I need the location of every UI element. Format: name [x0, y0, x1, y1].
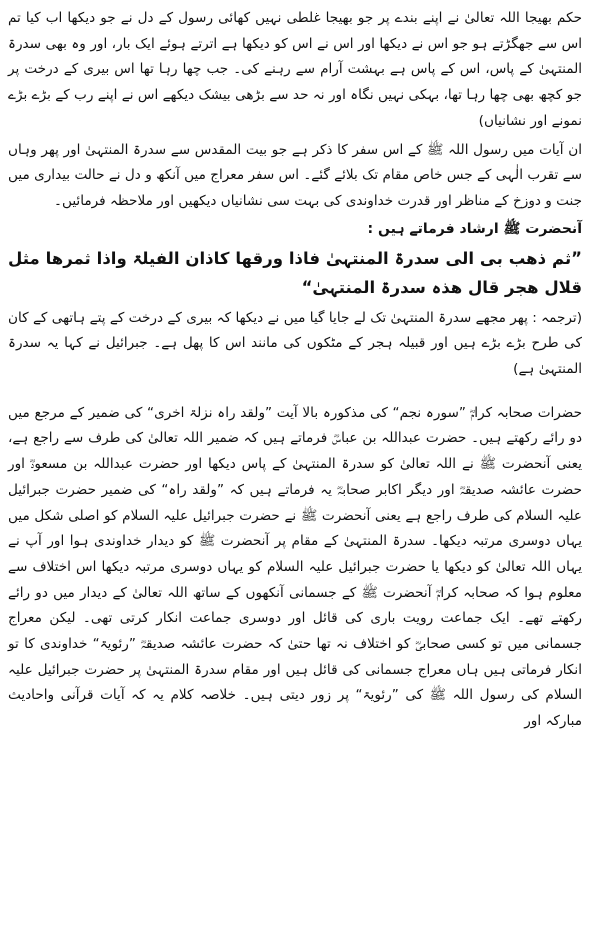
hadith-arabic-quote: ”ثم ذھب بی الی سدرۃ المنتہیٰ فاذا ورقھا کاذان الفیلۃ واذا ثمرھا مثل قلال ھجر قال ھذہ سدرۃ المنتہیٰ“	[8, 248, 582, 297]
hadith-intro-heading: آنحضرت ﷺ ارشاد فرماتے ہیں :	[367, 220, 582, 237]
companions-opinion-paragraph: حضرات صحابہ کرامؓ ”سورہ نجم“ کی مذکورہ بالا آیت ”ولقد راہ نزلۃ اخری“ کی ضمیر کے مرجع میں دو رائے رکھتے ہیں۔ حضرت عبداللہ بن عباسؓ فرماتے ہیں کہ ضمیر اللہ تعالیٰ کی طرف سے راجع ہے، یعنی آنحضرت ﷺ نے اللہ تعالیٰ کو سدرۃ المنتہیٰ کے پاس دیکھا اور حضرت عبداللہ بن مسعودؓ اور حضرت عائشہ صدیقہؓ اور دیگر اکابر صحابہؓ یہ فرماتے ہیں کہ ”ولقد راہ“ کی ضمیر حضرت جبرائیل علیہ السلام کی طرف راجع ہے یعنی آنحضرت ﷺ نے حضرت جبرائیل علیہ السلام کو اصلی شکل میں یہاں دوسری مرتبہ دیکھا۔ سدرۃ المنتہیٰ کے مقام پر آنحضرت ﷺ کو دیدار خداوندی ہوا اور آپ نے یہاں اللہ تعالیٰ کو دیکھا یا حضرت جبرائیل علیہ السلام کو یہاں دوسری مرتبہ دیکھا اس اختلاف سے معلوم ہوا کہ صحابہ کرامؓ آنحضرت ﷺ کے جسمانی آنکھوں کے ساتھ اللہ تعالیٰ کے دیدار میں دو رائے رکھتے تھے۔ ایک جماعت رویت باری کی قائل اور دوسری جماعت انکار کرتی تھی۔ لیکن معراج جسمانی میں تو کسی صحابیؓ کو اختلاف نہ تھا حتیٰ کہ حضرت عائشہ صدیقہؓ ”رئویۃ“ خداوندی کا تو انکار فرماتی ہیں ہاں معراج جسمانی کی قائل ہیں اور مقام سدرۃ المنتہیٰ پر حضرت جبرائیل علیہ السلام کی رسول اللہ ﷺ کی ”رئویۃ“ پر زور دیتی ہیں۔ خلاصہ کلام یہ کہ آیات قرآنی واحادیث مبارکہ اور	[8, 404, 582, 730]
hadith-translation: (ترجمہ : پھر مجھے سدرۃ المنتہیٰ تک لے جایا گیا میں نے دیکھا کہ بیری کے درخت کے پتے ہاتھی کے کان کی طرح بڑے بڑے ہیں اور قبیلہ ہجر کے مٹکوں کی مانند اس کا پھل ہے۔ جبرائیل نے کہا یہ سدرۃ المنتہیٰ ہے)	[8, 309, 582, 378]
commentary-paragraph: ان آیات میں رسول اللہ ﷺ کے اس سفر کا ذکر ہے جو بیت المقدس سے سدرۃ المنتہیٰ اور پھر وہاں سے تقرب الٰہی کے جس خاص مقام تک بلائے گئے۔ اس سفر معراج میں آنکھ و دل نے حالت بیداری میں جنت و دوزخ کے مناظر اور قدرت خداوندی کی بہت سی نشانیاں دیکھیں اور ملاحظہ فرمائیں۔	[8, 141, 582, 209]
verse-translation-paragraph: حکم بھیجا اللہ تعالیٰ نے اپنے بندے پر جو بھیجا غلطی نہیں کھائی رسول کے دل نے جو دیکھا اب کیا تم اس سے جھگڑتے ہو جو اس نے دیکھا اور اس نے اس کو دیکھا ہے اترتے ہوئے ایک بار، اور وہ بھی سدرۃ المنتہیٰ کے پاس، اس کے پاس ہے بہشت آرام سے رہنے کی۔ جب چھا رہا تھا اس بیری کے درخت پر جو کچھ بھی چھا رہا تھا، بہکی نہیں نگاہ اور نہ حد سے بڑھی بیشک دیکھے اس نے اپنے رب کے بڑے بڑے نمونے اور نشانیاں)	[8, 10, 582, 129]
